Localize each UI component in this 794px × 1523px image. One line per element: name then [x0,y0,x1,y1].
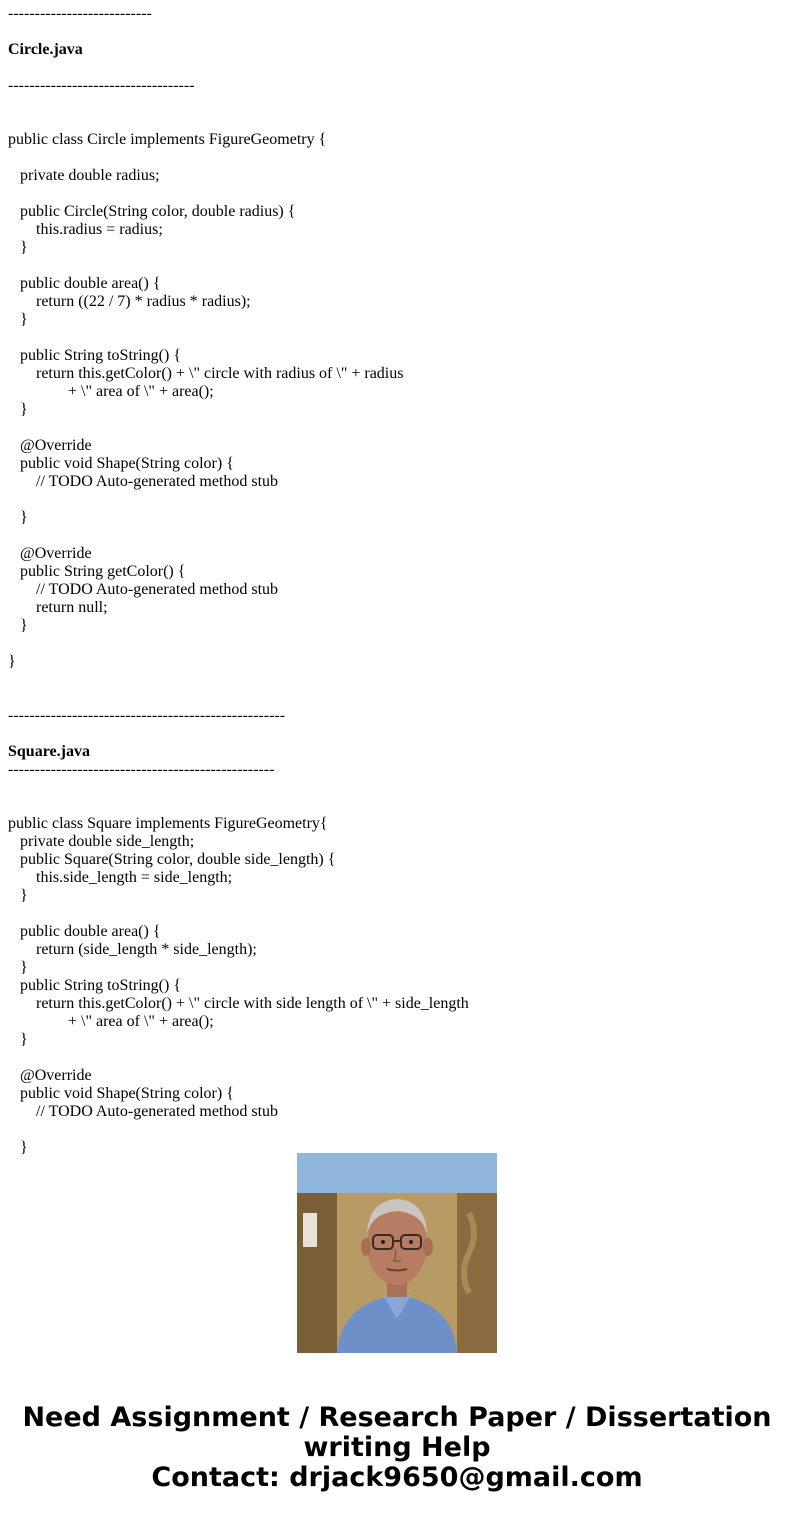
code-line: public class Square implements FigureGeometry{ [8,815,328,832]
code-line: return ((22 / 7) * radius * radius); [8,293,251,310]
code-line: + \" area of \" + area(); [8,383,214,400]
code-line: } [8,887,28,904]
code-line: public void Shape(String color) { [8,1085,234,1102]
banner-line-2: writing Help [303,1432,491,1463]
code-line: } [8,401,28,418]
author-portrait-image [297,1153,497,1353]
code-line: return this.getColor() + \" circle with side length of \" + side_length [8,995,469,1012]
code-line: this.radius = radius; [8,221,163,238]
code-line [8,59,788,77]
code-line: this.side_length = side_length; [8,869,233,886]
code-line: public class Circle implements FigureGeometry { [8,131,327,148]
code-line: // TODO Auto-generated method stub [8,1103,279,1120]
code-line: } [8,311,28,328]
code-line: public String toString() { [8,347,182,364]
code-line: @Override [8,437,92,454]
code-line: return (side_length * side_length); [8,941,257,958]
code-line [8,95,788,113]
banner-line-3: Contact: drjack9650@gmail.com [151,1462,643,1493]
code-line [8,149,788,167]
code-line [8,329,788,347]
code-line: } [8,1031,28,1048]
code-line [8,527,788,545]
code-line [8,689,788,707]
code-line [8,257,788,275]
code-line: } [8,239,28,256]
file-heading: Square.java [8,743,90,760]
code-line [8,671,788,689]
code-line: public void Shape(String color) { [8,455,234,472]
code-line: private double radius; [8,167,160,184]
code-line: public String getColor() { [8,563,186,580]
code-line: public Circle(String color, double radius) { [8,203,296,220]
code-line: ---------------------------------------------------- [8,707,286,724]
code-line [8,779,788,797]
code-line: } [8,509,28,526]
code-line [8,1121,788,1139]
code-line [8,419,788,437]
code-line: } [8,617,28,634]
code-line: return null; [8,599,108,616]
code-line: // TODO Auto-generated method stub [8,473,279,490]
code-line: public double area() { [8,275,161,292]
code-line [8,185,788,203]
contact-banner [0,1403,794,1493]
code-line: } [8,959,28,976]
code-line [8,905,788,923]
code-line: } [8,653,16,670]
code-line: public Square(String color, double side_length) { [8,851,336,868]
code-line: @Override [8,545,92,562]
banner-line-1: Need Assignment / Research Paper / Dissertation [22,1402,772,1433]
code-line [8,113,788,131]
code-line [8,1049,788,1067]
code-line [8,23,788,41]
code-line [8,635,788,653]
code-line: + \" area of \" + area(); [8,1013,214,1030]
author-photo [297,1153,497,1353]
document-text [8,5,788,1156]
code-line: public double area() { [8,923,161,940]
code-line [8,797,788,815]
file-heading: Circle.java [8,41,83,58]
code-line: ----------------------------------- [8,77,195,94]
code-line: // TODO Auto-generated method stub [8,581,279,598]
code-line: } [8,1139,28,1156]
code-line: return this.getColor() + \" circle with radius of \" + radius [8,365,404,382]
code-line: --------------------------- [8,5,152,22]
code-line: @Override [8,1067,92,1084]
code-line [8,491,788,509]
code-line [8,725,788,743]
code-line: -------------------------------------------------- [8,761,275,778]
code-line: private double side_length; [8,833,195,850]
code-line: public String toString() { [8,977,182,994]
